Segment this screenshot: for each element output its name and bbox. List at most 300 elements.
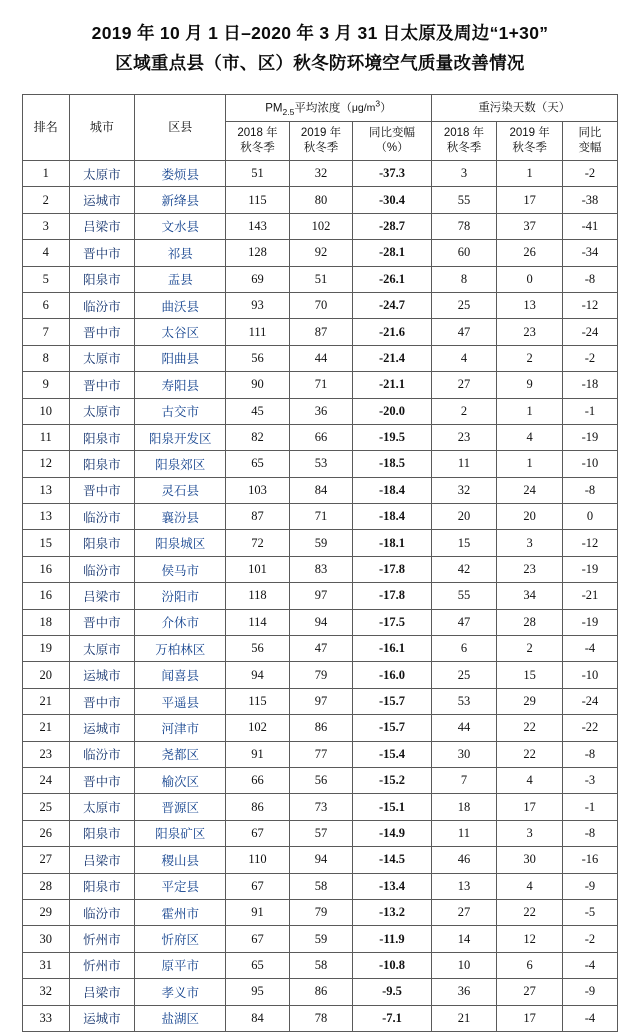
cell-heavy-2019: 15 xyxy=(497,662,563,688)
cell-pm25-2018: 56 xyxy=(226,636,290,662)
cell-pm25-delta: -16.0 xyxy=(353,662,431,688)
cell-pm25-2019: 94 xyxy=(289,609,353,635)
cell-heavy-2019: 12 xyxy=(497,926,563,952)
cell-heavy-delta: -10 xyxy=(562,662,617,688)
column-header-pm25-group: $PM_{2.5}$平均浓度$(\mu g/m^3)$ xyxy=(226,95,431,122)
cell-heavy-2018: 11 xyxy=(431,451,497,477)
cell-rank: 8 xyxy=(23,345,70,371)
cell-pm25-delta: -14.9 xyxy=(353,820,431,846)
cell-rank: 13 xyxy=(23,477,70,503)
cell-heavy-2019: 27 xyxy=(497,979,563,1005)
cell-pm25-delta: -21.6 xyxy=(353,319,431,345)
cell-pm25-2019: 58 xyxy=(289,873,353,899)
cell-rank: 21 xyxy=(23,688,70,714)
cell-pm25-2019: 97 xyxy=(289,583,353,609)
cell-heavy-2019: 9 xyxy=(497,372,563,398)
cell-pm25-2018: 67 xyxy=(226,873,290,899)
cell-heavy-2019: 3 xyxy=(497,530,563,556)
cell-heavy-delta: -16 xyxy=(562,847,617,873)
cell-heavy-delta: -4 xyxy=(562,952,617,978)
cell-heavy-2018: 7 xyxy=(431,767,497,793)
cell-county: 阳泉矿区 xyxy=(135,820,226,846)
cell-heavy-2019: 20 xyxy=(497,504,563,530)
cell-pm25-delta: -17.8 xyxy=(353,556,431,582)
cell-county: 盂县 xyxy=(135,266,226,292)
cell-heavy-2019: 13 xyxy=(497,292,563,318)
cell-county: 寿阳县 xyxy=(135,372,226,398)
cell-heavy-2018: 11 xyxy=(431,820,497,846)
table-row xyxy=(23,741,618,767)
cell-heavy-2019: 4 xyxy=(497,873,563,899)
cell-heavy-2019: 17 xyxy=(497,187,563,213)
table-row xyxy=(23,504,618,530)
cell-pm25-2018: 128 xyxy=(226,240,290,266)
cell-heavy-2019: 37 xyxy=(497,213,563,239)
cell-pm25-2019: 59 xyxy=(289,530,353,556)
column-header-rank: 排名 xyxy=(23,95,70,161)
cell-heavy-2019: 0 xyxy=(497,266,563,292)
cell-rank: 26 xyxy=(23,820,70,846)
cell-pm25-delta: -9.5 xyxy=(353,979,431,1005)
cell-rank: 5 xyxy=(23,266,70,292)
cell-heavy-2018: 6 xyxy=(431,636,497,662)
cell-pm25-2018: 45 xyxy=(226,398,290,424)
cell-heavy-2018: 27 xyxy=(431,372,497,398)
cell-heavy-delta: -1 xyxy=(562,398,617,424)
cell-city: 太原市 xyxy=(69,161,135,187)
cell-heavy-2019: 2 xyxy=(497,345,563,371)
cell-heavy-2018: 21 xyxy=(431,1005,497,1031)
cell-pm25-delta: -15.7 xyxy=(353,715,431,741)
column-header-city: 城市 xyxy=(69,95,135,161)
cell-city: 吕梁市 xyxy=(69,847,135,873)
table-row xyxy=(23,451,618,477)
cell-pm25-delta: -24.7 xyxy=(353,292,431,318)
cell-city: 吕梁市 xyxy=(69,213,135,239)
cell-rank: 15 xyxy=(23,530,70,556)
table-row xyxy=(23,767,618,793)
cell-rank: 29 xyxy=(23,899,70,925)
cell-heavy-delta: -8 xyxy=(562,741,617,767)
table-row xyxy=(23,477,618,503)
table-row xyxy=(23,292,618,318)
cell-heavy-2019: 6 xyxy=(497,952,563,978)
column-header-heavy-2018: 2018 年 秋冬季 xyxy=(431,122,497,161)
cell-pm25-2019: 56 xyxy=(289,767,353,793)
cell-heavy-2018: 13 xyxy=(431,873,497,899)
cell-pm25-delta: -10.8 xyxy=(353,952,431,978)
cell-heavy-2018: 53 xyxy=(431,688,497,714)
cell-pm25-2019: 73 xyxy=(289,794,353,820)
cell-pm25-2018: 103 xyxy=(226,477,290,503)
cell-pm25-2019: 57 xyxy=(289,820,353,846)
cell-heavy-2018: 42 xyxy=(431,556,497,582)
cell-city: 临汾市 xyxy=(69,741,135,767)
cell-heavy-delta: 0 xyxy=(562,504,617,530)
cell-pm25-delta: -14.5 xyxy=(353,847,431,873)
cell-pm25-2018: 91 xyxy=(226,741,290,767)
cell-city: 吕梁市 xyxy=(69,979,135,1005)
cell-rank: 23 xyxy=(23,741,70,767)
cell-pm25-2019: 44 xyxy=(289,345,353,371)
cell-heavy-2019: 3 xyxy=(497,820,563,846)
table-row xyxy=(23,662,618,688)
cell-pm25-delta: -13.2 xyxy=(353,899,431,925)
cell-county: 阳泉开发区 xyxy=(135,424,226,450)
cell-rank: 2 xyxy=(23,187,70,213)
cell-county: 万柏林区 xyxy=(135,636,226,662)
cell-rank: 16 xyxy=(23,556,70,582)
cell-heavy-delta: -2 xyxy=(562,926,617,952)
cell-heavy-2019: 1 xyxy=(497,451,563,477)
cell-heavy-delta: -9 xyxy=(562,873,617,899)
cell-pm25-2019: 66 xyxy=(289,424,353,450)
cell-pm25-2019: 79 xyxy=(289,662,353,688)
cell-city: 阳泉市 xyxy=(69,873,135,899)
cell-pm25-delta: -11.9 xyxy=(353,926,431,952)
cell-heavy-delta: -4 xyxy=(562,636,617,662)
cell-heavy-delta: -12 xyxy=(562,530,617,556)
cell-pm25-2018: 118 xyxy=(226,583,290,609)
cell-rank: 33 xyxy=(23,1005,70,1031)
cell-pm25-delta: -15.2 xyxy=(353,767,431,793)
cell-rank: 21 xyxy=(23,715,70,741)
cell-heavy-2018: 25 xyxy=(431,292,497,318)
table-row xyxy=(23,873,618,899)
cell-pm25-2018: 65 xyxy=(226,952,290,978)
cell-city: 阳泉市 xyxy=(69,820,135,846)
cell-pm25-delta: -16.1 xyxy=(353,636,431,662)
cell-pm25-2018: 66 xyxy=(226,767,290,793)
cell-pm25-2018: 102 xyxy=(226,715,290,741)
cell-rank: 20 xyxy=(23,662,70,688)
cell-pm25-2018: 67 xyxy=(226,820,290,846)
column-header-heavy-group: 重污染天数（天） xyxy=(431,95,617,122)
page-title-line-2: 区域重点县（市、区）秋冬防环境空气质量改善情况 xyxy=(115,53,525,73)
cell-city: 临汾市 xyxy=(69,899,135,925)
cell-city: 临汾市 xyxy=(69,556,135,582)
cell-rank: 4 xyxy=(23,240,70,266)
cell-heavy-2019: 1 xyxy=(497,161,563,187)
cell-pm25-2019: 83 xyxy=(289,556,353,582)
cell-heavy-2019: 22 xyxy=(497,715,563,741)
cell-pm25-2019: 51 xyxy=(289,266,353,292)
cell-heavy-2019: 28 xyxy=(497,609,563,635)
cell-pm25-delta: -37.3 xyxy=(353,161,431,187)
cell-county: 侯马市 xyxy=(135,556,226,582)
cell-pm25-2018: 84 xyxy=(226,1005,290,1031)
cell-heavy-2018: 10 xyxy=(431,952,497,978)
cell-rank: 11 xyxy=(23,424,70,450)
cell-pm25-2019: 87 xyxy=(289,319,353,345)
cell-heavy-delta: -4 xyxy=(562,1005,617,1031)
cell-pm25-2019: 70 xyxy=(289,292,353,318)
cell-county: 阳曲县 xyxy=(135,345,226,371)
cell-heavy-delta: -9 xyxy=(562,979,617,1005)
cell-heavy-2019: 23 xyxy=(497,319,563,345)
cell-heavy-delta: -8 xyxy=(562,266,617,292)
cell-city: 太原市 xyxy=(69,398,135,424)
cell-city: 阳泉市 xyxy=(69,424,135,450)
cell-pm25-2018: 143 xyxy=(226,213,290,239)
cell-heavy-2019: 4 xyxy=(497,767,563,793)
cell-rank: 32 xyxy=(23,979,70,1005)
cell-heavy-2018: 2 xyxy=(431,398,497,424)
cell-city: 太原市 xyxy=(69,345,135,371)
cell-heavy-delta: -21 xyxy=(562,583,617,609)
cell-pm25-2019: 71 xyxy=(289,372,353,398)
column-header-heavy-2019: 2019 年 秋冬季 xyxy=(497,122,563,161)
cell-rank: 16 xyxy=(23,583,70,609)
cell-heavy-2018: 55 xyxy=(431,187,497,213)
cell-heavy-2018: 14 xyxy=(431,926,497,952)
table-body xyxy=(23,161,618,1032)
cell-county: 榆次区 xyxy=(135,767,226,793)
page-title-line-1: 2019 年 10 月 1 日–2020 年 3 月 31 日太原及周边“1+30” xyxy=(91,23,549,43)
cell-city: 太原市 xyxy=(69,636,135,662)
cell-heavy-2018: 60 xyxy=(431,240,497,266)
table-row xyxy=(23,266,618,292)
cell-city: 阳泉市 xyxy=(69,451,135,477)
cell-heavy-2018: 23 xyxy=(431,424,497,450)
cell-heavy-2018: 3 xyxy=(431,161,497,187)
table-row xyxy=(23,240,618,266)
cell-rank: 31 xyxy=(23,952,70,978)
cell-heavy-2018: 78 xyxy=(431,213,497,239)
cell-pm25-delta: -7.1 xyxy=(353,1005,431,1031)
cell-heavy-delta: -24 xyxy=(562,319,617,345)
cell-heavy-2018: 30 xyxy=(431,741,497,767)
table-row xyxy=(23,319,618,345)
cell-city: 吕梁市 xyxy=(69,583,135,609)
cell-county: 平定县 xyxy=(135,873,226,899)
cell-pm25-delta: -28.1 xyxy=(353,240,431,266)
table-header-group-row xyxy=(23,95,618,122)
cell-pm25-2018: 56 xyxy=(226,345,290,371)
cell-heavy-delta: -22 xyxy=(562,715,617,741)
cell-pm25-2019: 36 xyxy=(289,398,353,424)
cell-pm25-delta: -15.4 xyxy=(353,741,431,767)
cell-pm25-delta: -17.8 xyxy=(353,583,431,609)
cell-city: 晋中市 xyxy=(69,609,135,635)
cell-county: 尧都区 xyxy=(135,741,226,767)
cell-heavy-2018: 32 xyxy=(431,477,497,503)
cell-heavy-delta: -2 xyxy=(562,161,617,187)
cell-heavy-delta: -41 xyxy=(562,213,617,239)
cell-county: 介休市 xyxy=(135,609,226,635)
cell-pm25-2018: 114 xyxy=(226,609,290,635)
cell-pm25-2018: 69 xyxy=(226,266,290,292)
cell-pm25-2019: 86 xyxy=(289,715,353,741)
cell-county: 盐湖区 xyxy=(135,1005,226,1031)
cell-heavy-2019: 22 xyxy=(497,741,563,767)
cell-pm25-delta: -21.4 xyxy=(353,345,431,371)
cell-heavy-2019: 29 xyxy=(497,688,563,714)
cell-city: 运城市 xyxy=(69,662,135,688)
cell-county: 古交市 xyxy=(135,398,226,424)
cell-heavy-delta: -34 xyxy=(562,240,617,266)
cell-rank: 3 xyxy=(23,213,70,239)
table-head xyxy=(23,95,618,161)
cell-heavy-delta: -24 xyxy=(562,688,617,714)
cell-pm25-2018: 87 xyxy=(226,504,290,530)
cell-pm25-delta: -18.4 xyxy=(353,504,431,530)
cell-rank: 28 xyxy=(23,873,70,899)
cell-county: 河津市 xyxy=(135,715,226,741)
cell-pm25-delta: -20.0 xyxy=(353,398,431,424)
cell-rank: 6 xyxy=(23,292,70,318)
table-row xyxy=(23,161,618,187)
cell-pm25-delta: -18.4 xyxy=(353,477,431,503)
cell-heavy-2018: 47 xyxy=(431,319,497,345)
cell-rank: 19 xyxy=(23,636,70,662)
cell-county: 汾阳市 xyxy=(135,583,226,609)
cell-pm25-2019: 58 xyxy=(289,952,353,978)
table-row xyxy=(23,398,618,424)
cell-pm25-2018: 101 xyxy=(226,556,290,582)
cell-rank: 18 xyxy=(23,609,70,635)
cell-heavy-delta: -5 xyxy=(562,899,617,925)
cell-pm25-delta: -17.5 xyxy=(353,609,431,635)
cell-pm25-2018: 67 xyxy=(226,926,290,952)
cell-heavy-delta: -12 xyxy=(562,292,617,318)
cell-pm25-2019: 84 xyxy=(289,477,353,503)
cell-pm25-2019: 47 xyxy=(289,636,353,662)
cell-heavy-2018: 47 xyxy=(431,609,497,635)
cell-heavy-delta: -8 xyxy=(562,477,617,503)
cell-heavy-2018: 44 xyxy=(431,715,497,741)
column-header-heavy-delta: 同比 变幅 xyxy=(562,122,617,161)
table-row xyxy=(23,715,618,741)
table-row xyxy=(23,609,618,635)
cell-pm25-2018: 51 xyxy=(226,161,290,187)
cell-pm25-2018: 90 xyxy=(226,372,290,398)
cell-city: 忻州市 xyxy=(69,952,135,978)
cell-city: 晋中市 xyxy=(69,372,135,398)
cell-pm25-delta: -19.5 xyxy=(353,424,431,450)
cell-heavy-delta: -38 xyxy=(562,187,617,213)
cell-heavy-delta: -8 xyxy=(562,820,617,846)
cell-heavy-delta: -2 xyxy=(562,345,617,371)
cell-pm25-2019: 71 xyxy=(289,504,353,530)
cell-city: 晋中市 xyxy=(69,240,135,266)
cell-heavy-2018: 46 xyxy=(431,847,497,873)
cell-rank: 9 xyxy=(23,372,70,398)
cell-city: 临汾市 xyxy=(69,504,135,530)
cell-pm25-2019: 94 xyxy=(289,847,353,873)
cell-heavy-2018: 25 xyxy=(431,662,497,688)
cell-heavy-delta: -19 xyxy=(562,609,617,635)
cell-pm25-2019: 92 xyxy=(289,240,353,266)
page-title xyxy=(22,18,618,78)
cell-heavy-2018: 18 xyxy=(431,794,497,820)
cell-county: 忻府区 xyxy=(135,926,226,952)
cell-city: 阳泉市 xyxy=(69,266,135,292)
cell-pm25-delta: -21.1 xyxy=(353,372,431,398)
cell-pm25-2019: 59 xyxy=(289,926,353,952)
cell-pm25-2018: 93 xyxy=(226,292,290,318)
table-row xyxy=(23,979,618,1005)
cell-pm25-2018: 91 xyxy=(226,899,290,925)
cell-heavy-2019: 30 xyxy=(497,847,563,873)
cell-heavy-2018: 55 xyxy=(431,583,497,609)
cell-rank: 7 xyxy=(23,319,70,345)
table-row xyxy=(23,424,618,450)
cell-county: 闻喜县 xyxy=(135,662,226,688)
cell-heavy-2018: 4 xyxy=(431,345,497,371)
cell-county: 曲沃县 xyxy=(135,292,226,318)
table-row xyxy=(23,688,618,714)
cell-heavy-2019: 2 xyxy=(497,636,563,662)
cell-pm25-2018: 72 xyxy=(226,530,290,556)
cell-county: 娄烦县 xyxy=(135,161,226,187)
cell-rank: 12 xyxy=(23,451,70,477)
cell-county: 阳泉城区 xyxy=(135,530,226,556)
cell-county: 阳泉郊区 xyxy=(135,451,226,477)
cell-pm25-delta: -18.5 xyxy=(353,451,431,477)
cell-pm25-delta: -13.4 xyxy=(353,873,431,899)
cell-heavy-2019: 1 xyxy=(497,398,563,424)
cell-pm25-delta: -30.4 xyxy=(353,187,431,213)
cell-city: 临汾市 xyxy=(69,292,135,318)
cell-pm25-2018: 82 xyxy=(226,424,290,450)
cell-heavy-2019: 22 xyxy=(497,899,563,925)
cell-county: 祁县 xyxy=(135,240,226,266)
cell-rank: 13 xyxy=(23,504,70,530)
cell-pm25-2018: 110 xyxy=(226,847,290,873)
cell-heavy-2018: 15 xyxy=(431,530,497,556)
cell-county: 平遥县 xyxy=(135,688,226,714)
cell-pm25-2018: 65 xyxy=(226,451,290,477)
cell-county: 灵石县 xyxy=(135,477,226,503)
cell-city: 运城市 xyxy=(69,1005,135,1031)
cell-city: 阳泉市 xyxy=(69,530,135,556)
cell-pm25-delta: -26.1 xyxy=(353,266,431,292)
cell-pm25-delta: -28.7 xyxy=(353,213,431,239)
cell-county: 孝义市 xyxy=(135,979,226,1005)
cell-heavy-2018: 27 xyxy=(431,899,497,925)
cell-rank: 30 xyxy=(23,926,70,952)
cell-pm25-2018: 95 xyxy=(226,979,290,1005)
cell-pm25-delta: -15.1 xyxy=(353,794,431,820)
column-header-pm25-2018: 2018 年 秋冬季 xyxy=(226,122,290,161)
cell-pm25-2019: 32 xyxy=(289,161,353,187)
cell-heavy-delta: -19 xyxy=(562,556,617,582)
cell-city: 忻州市 xyxy=(69,926,135,952)
table-row xyxy=(23,213,618,239)
cell-pm25-2018: 115 xyxy=(226,187,290,213)
cell-heavy-2019: 17 xyxy=(497,1005,563,1031)
cell-county: 文水县 xyxy=(135,213,226,239)
cell-city: 运城市 xyxy=(69,187,135,213)
cell-city: 晋中市 xyxy=(69,688,135,714)
table-row xyxy=(23,636,618,662)
cell-city: 晋中市 xyxy=(69,767,135,793)
cell-county: 太谷区 xyxy=(135,319,226,345)
table-row xyxy=(23,794,618,820)
cell-heavy-delta: -18 xyxy=(562,372,617,398)
table-row xyxy=(23,530,618,556)
cell-county: 原平市 xyxy=(135,952,226,978)
column-header-county: 区县 xyxy=(135,95,226,161)
cell-heavy-delta: -1 xyxy=(562,794,617,820)
cell-rank: 27 xyxy=(23,847,70,873)
table-row xyxy=(23,556,618,582)
cell-county: 晋源区 xyxy=(135,794,226,820)
cell-heavy-delta: -10 xyxy=(562,451,617,477)
cell-heavy-2019: 24 xyxy=(497,477,563,503)
cell-city: 晋中市 xyxy=(69,319,135,345)
